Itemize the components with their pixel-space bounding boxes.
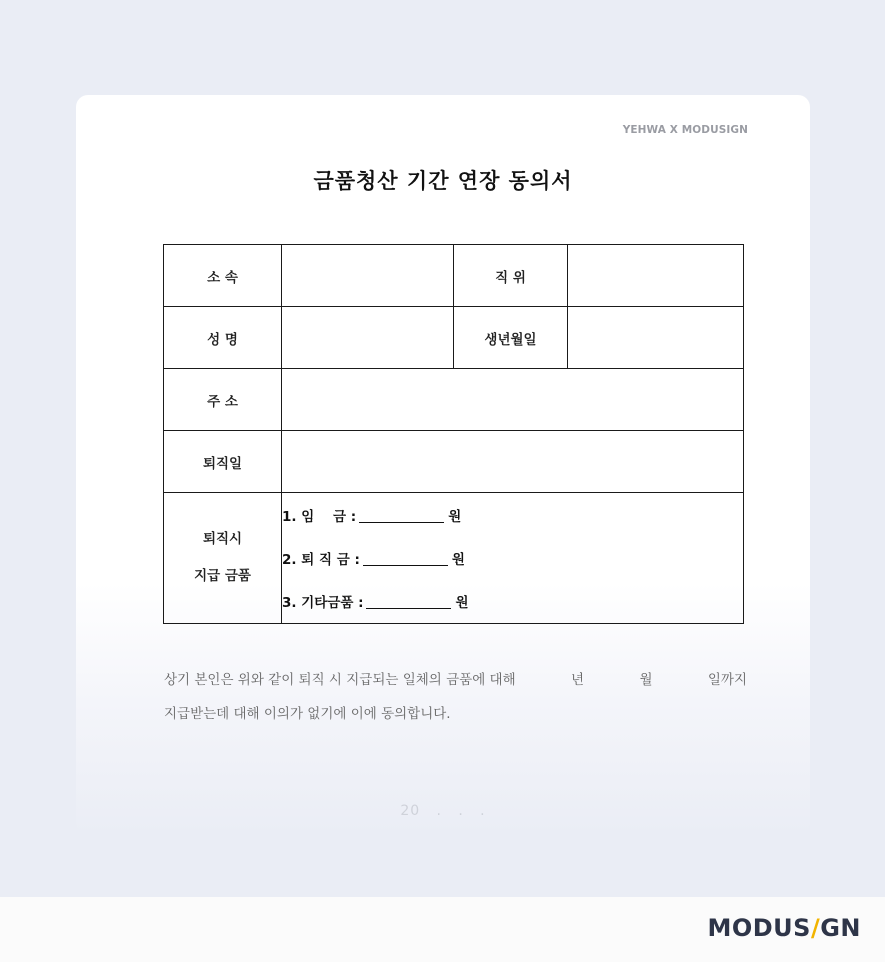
- payment-other-label: 3. 기타금품 :: [282, 595, 364, 611]
- position-label: 직 위: [454, 245, 568, 307]
- payment-wage-unit: 원: [448, 509, 462, 525]
- payment-other-row: [282, 580, 743, 623]
- payment-details: [282, 493, 744, 624]
- document-title: 금품청산 기간 연장 동의서: [313, 169, 573, 193]
- payment-severance-unit: 원: [451, 552, 465, 568]
- payment-severance-blank[interactable]: [363, 551, 448, 566]
- birthdate-label: 생년월일: [454, 307, 568, 369]
- payment-wage-row: [282, 494, 743, 537]
- name-label: 성 명: [164, 307, 282, 369]
- payment-severance-label: 2. 퇴 직 금 :: [282, 552, 360, 568]
- resignation-date-field[interactable]: [282, 431, 744, 493]
- logo-text-left: MODUS: [707, 914, 811, 942]
- logo-slash: /: [810, 914, 821, 942]
- position-field[interactable]: [568, 245, 744, 307]
- statement-line2: 지급받는데 대해 이의가 없기에 이에 동의합니다.: [164, 706, 451, 722]
- payment-severance-row: [282, 537, 743, 580]
- statement-line1-text: 상기 본인은 위와 같이 퇴직 시 지급되는 일체의 금품에 대해: [164, 672, 516, 688]
- payment-other-blank[interactable]: [366, 594, 451, 609]
- address-label: 주 소: [164, 369, 282, 431]
- statement-line1: [164, 663, 747, 697]
- document-card: [76, 95, 810, 835]
- payment-other-unit: 원: [455, 595, 469, 611]
- affiliation-label: 소 속: [164, 245, 282, 307]
- consent-statement: [164, 663, 747, 731]
- address-field[interactable]: [282, 369, 744, 431]
- modusign-logo: [707, 914, 861, 942]
- statement-day: 일까지: [707, 672, 747, 688]
- payment-wage-blank[interactable]: [359, 508, 444, 523]
- payment-wage-label: 1. 임 금 :: [282, 509, 357, 525]
- table-row: [164, 493, 744, 624]
- table-row: [164, 307, 744, 369]
- payment-label-line1: 퇴직시: [202, 531, 243, 547]
- brand-tag: YEHWA X MODUSIGN: [622, 124, 748, 136]
- resignation-date-label: 퇴직일: [164, 431, 282, 493]
- statement-year: 년: [571, 672, 585, 688]
- payment-label-line2: 지급 금품: [194, 568, 251, 584]
- table-row: [164, 245, 744, 307]
- birthdate-field[interactable]: [568, 307, 744, 369]
- employee-info-table: [163, 244, 744, 624]
- payment-label: [164, 493, 282, 624]
- table-row: [164, 431, 744, 493]
- date-line: 20 . . .: [400, 803, 486, 819]
- footer-bar: [0, 897, 885, 962]
- table-row: [164, 369, 744, 431]
- logo-text-right: GN: [820, 914, 861, 942]
- name-field[interactable]: [282, 307, 454, 369]
- affiliation-field[interactable]: [282, 245, 454, 307]
- statement-month: 월: [639, 672, 653, 688]
